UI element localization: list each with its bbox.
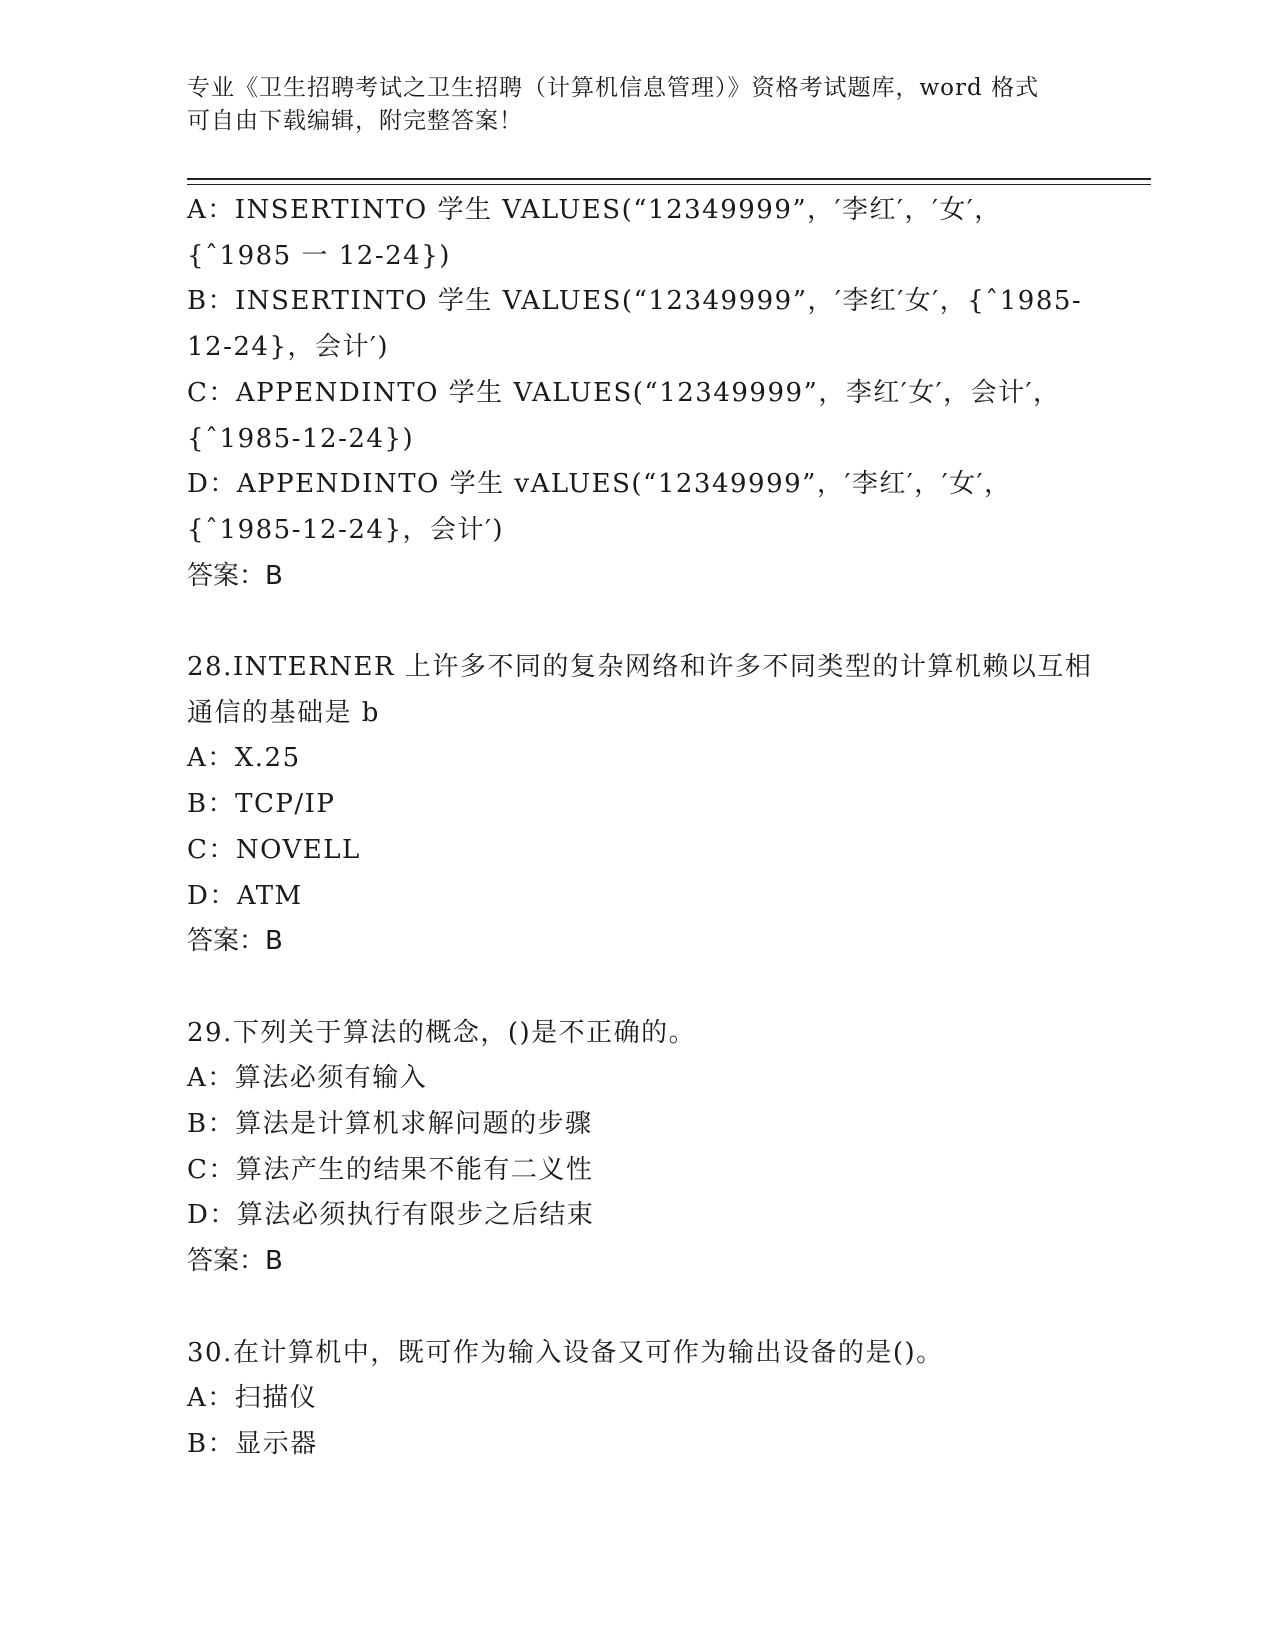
header-divider-thin <box>187 184 1151 185</box>
option-b: B：算法是计算机求解问题的步骤 <box>187 1109 593 1140</box>
header-line-2: 可自由下载编辑，附完整答案！ <box>187 108 523 134</box>
option-c: C：算法产生的结果不能有二义性 <box>187 1154 594 1185</box>
question-28 <box>187 645 1093 965</box>
spacer <box>187 1285 1087 1331</box>
option-d: D：ATM <box>187 880 303 911</box>
option-a: A：算法必须有输入 <box>187 1063 428 1094</box>
spacer <box>187 599 1087 645</box>
option-b: B：TCP/IP <box>187 789 336 820</box>
option-b: B：显示器 <box>187 1428 318 1459</box>
question-list <box>187 188 1093 1468</box>
option-d: D：算法必须执行有限步之后结束 <box>187 1200 595 1231</box>
spacer <box>187 965 1087 1011</box>
question-30-text: 30.在计算机中，既可作为输入设备又可作为输出设备的是()。 <box>187 1337 944 1368</box>
option-a: A：扫描仪 <box>187 1383 318 1414</box>
question-29 <box>187 1011 1087 1285</box>
question-27-options <box>187 188 1087 599</box>
answer-27: 答案：B <box>187 560 283 591</box>
option-b-line-2: 12-24}，会计′) <box>187 332 390 363</box>
document-header <box>187 72 1087 138</box>
answer-28: 答案：B <box>187 926 283 957</box>
option-c-line-2: {ˆ1985-12-24}) <box>187 423 415 454</box>
header-line-1: 专业《卫生招聘考试之卫生招聘（计算机信息管理）》资格考试题库，word 格式 <box>187 75 1040 101</box>
question-30 <box>187 1331 1087 1468</box>
option-d-line-2: {ˆ1985-12-24}，会计′) <box>187 514 505 545</box>
question-28-text-line-1: 28.INTERNER 上许多不同的复杂网络和许多不同类型的计算机赖以互相 <box>187 652 1093 683</box>
option-c-line-1: C：APPENDINTO 学生 VALUES(“12349999”，李红′女′，会计′， <box>187 377 1061 408</box>
question-28-text-line-2: 通信的基础是 b <box>187 697 380 728</box>
option-a: A：X.25 <box>187 743 301 774</box>
option-d-line-1: D：APPENDINTO 学生 vALUES(“12349999”，′李红′，′女′， <box>187 469 1012 500</box>
answer-29: 答案：B <box>187 1246 283 1277</box>
option-a-line-2: {ˆ1985 一 12-24}) <box>187 240 451 271</box>
option-b-line-1: B：INSERTINTO 学生 VALUES(“12349999”，′李红′女′，{ˆ1985- <box>187 286 1083 317</box>
option-a-line-1: A：INSERTINTO 学生 VALUES(“12349999”，′李红′，′女′， <box>187 195 1002 225</box>
option-c: C：NOVELL <box>187 834 361 865</box>
header-divider-thick <box>187 178 1151 180</box>
question-29-text: 29.下列关于算法的概念，()是不正确的。 <box>187 1017 697 1048</box>
